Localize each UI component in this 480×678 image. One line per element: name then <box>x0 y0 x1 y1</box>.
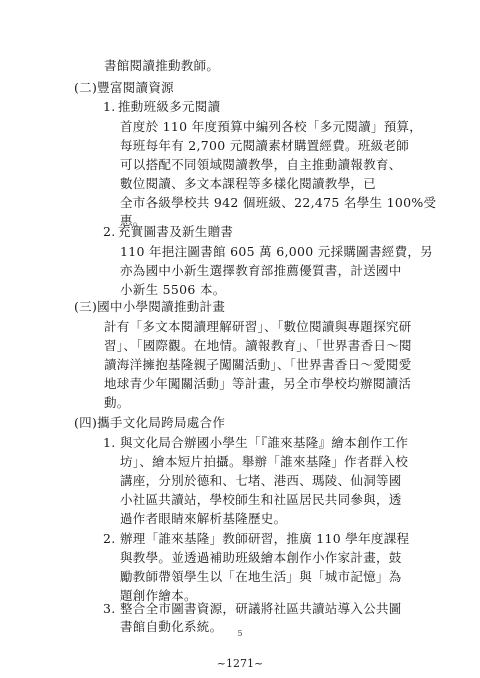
sec4-item-2-line: 與教學。並透過補助班級繪本創作小作家計畫，鼓 <box>120 550 402 565</box>
section-2-heading: (二)豐富閱讀資源 <box>74 80 174 95</box>
sec4-item-1-line: 過作者眼睛來解析基隆歷史。 <box>120 511 287 526</box>
sec4-item-3-line: 整合全市圖書資源，研議將社區共讀站導入公共圖 <box>120 601 402 616</box>
sec4-item-1-line: 講座，分別於德和、七堵、港西、瑪陵、仙洞等國 <box>120 473 402 488</box>
sec4-item-1-line: 小社區共讀站，學校師生和社區居民共同參與，透 <box>120 492 402 507</box>
sec2-item-2-title: 充實圖書及新生贈書 <box>118 224 234 239</box>
intro-tail-line: 書館閱讀推動教師。 <box>104 58 220 73</box>
sec2-item-2-number: 2. <box>103 224 116 239</box>
sec3-line: 習」、「國際觀。在地情。讀報教育」、「世界書香日～閱 <box>104 338 412 353</box>
sec3-line: 動。 <box>104 395 130 410</box>
sec4-item-2-number: 2. <box>103 531 116 546</box>
section-3-heading: (三)國中小學閱讀推動計畫 <box>74 299 226 314</box>
sec2-item-2-line: 110 年挹注圖書館 605 萬 6,000 元採購圖書經費，另 <box>120 244 433 259</box>
sec4-item-3-line: 書館自動化系統。 <box>120 619 223 634</box>
sec4-item-3-number: 3. <box>103 601 116 616</box>
sec2-item-1-title: 推動班級多元閱讀 <box>118 99 221 114</box>
sec4-item-1-number: 1. <box>103 435 116 450</box>
sec2-item-1-line: 首度於 110 年度預算中編列各校「多元閱讀」預算， <box>120 119 423 134</box>
sec2-item-1-line: 數位閱讀、多文本課程等多樣化閱讀教學，已 <box>120 176 377 191</box>
section-4-heading: (四)攜手文化局跨局處合作 <box>74 415 226 430</box>
page-number-small: 5 <box>237 629 243 638</box>
sec3-line: 地球青少年闖關活動」等計畫，另全市學校均辦閱讀活 <box>104 376 412 391</box>
sec2-item-1-line: 惠。 <box>120 213 146 228</box>
page-number-large: ~1271~ <box>216 657 264 670</box>
sec4-item-1-line: 坊」、繪本短片拍攝。舉辦「誰來基隆」作者群入校 <box>120 454 409 469</box>
sec2-item-1-line: 可以搭配不同領域閱讀教學，自主推動讀報教育、 <box>120 157 402 172</box>
sec4-item-2-line: 辦理「誰來基隆」教師研習，推廣 110 學年度課程 <box>120 531 410 546</box>
sec2-item-1-line: 全市各級學校共 942 個班級、22,475 名學生 100%受 <box>120 195 437 210</box>
sec4-item-2-line: 題創作繪本。 <box>120 588 197 603</box>
sec2-item-1-line: 每班每年有 2,700 元閱讀素材購置經費。班級老師 <box>120 138 410 153</box>
sec2-item-1-number: 1. <box>103 99 116 114</box>
sec2-item-2-line: 小新生 5506 本。 <box>120 282 226 297</box>
sec3-line: 計有「多文本閱讀理解研習」、「數位閱讀與專題探究研 <box>104 319 412 334</box>
sec3-line: 讀海洋擁抱基隆親子闖關活動」、「世界書香日～愛閱愛 <box>104 357 412 372</box>
sec2-item-2-line: 亦為國中小新生選擇教育部推薦優質書，計送國中 <box>120 263 402 278</box>
sec4-item-2-line: 勵教師帶領學生以「在地生活」與「城市記憶」為 <box>120 569 402 584</box>
sec4-item-1-line: 與文化局合辦國小學生「『誰來基隆』繪本創作工作 <box>120 435 409 450</box>
